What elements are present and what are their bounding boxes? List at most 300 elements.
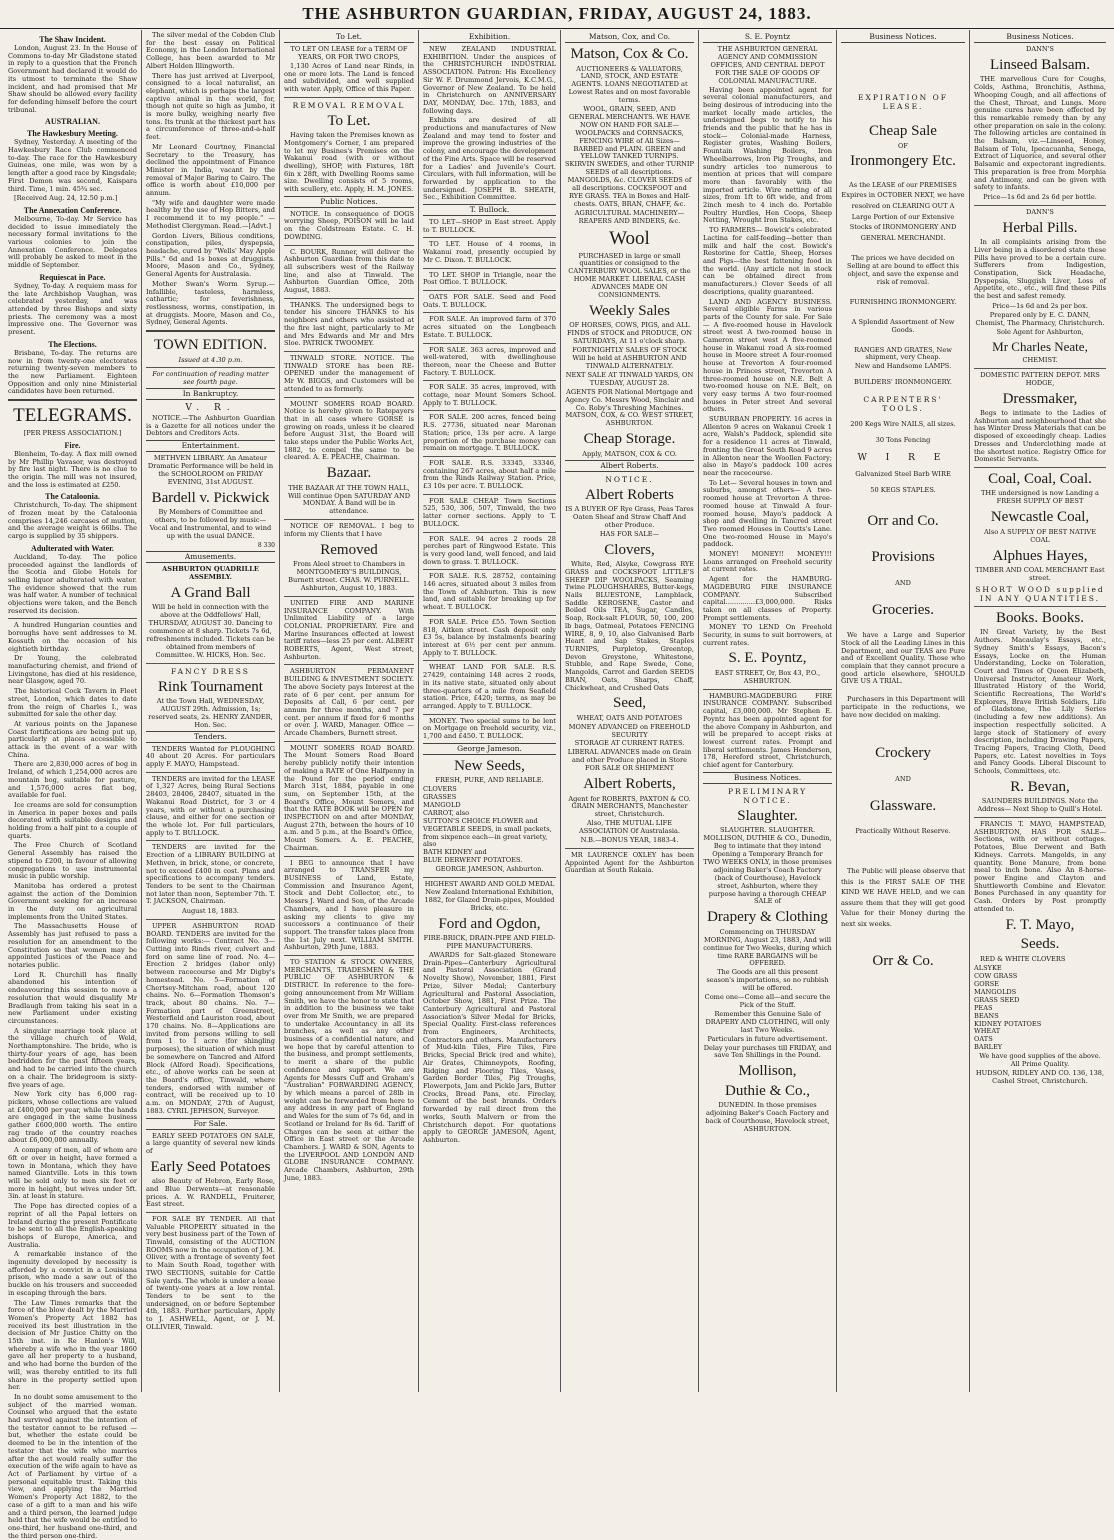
seed-list bbox=[423, 786, 556, 865]
ad-text: NOTICE. In consequence of DOGS worrying Sheep, POISON will be laid on the Coldstream Estate. C. H. DOWDING. bbox=[284, 209, 414, 241]
divider bbox=[423, 237, 556, 238]
article-text: A remarkable instance of the ingenuity developed by necessity is afforded by a convict in a Louisiana prison, who made a saw out of the buckle on his trousers and succeeded in escaping through the bars. bbox=[8, 1250, 137, 1297]
ad-text: TO LET ON LEASE for a TERM OF YEARS, OR FOR TWO CROPS, bbox=[290, 45, 408, 61]
ad-title: Books. Books. bbox=[996, 609, 1084, 626]
divider bbox=[423, 569, 556, 570]
divider bbox=[284, 856, 414, 857]
ad-text: Agent for ROBERTS, PAXTON & CO. GRAIN MERCHANTS, Manchester street, Christchurch. bbox=[568, 794, 691, 819]
column-3 bbox=[280, 30, 419, 1392]
ad-title: Provisions bbox=[871, 549, 935, 566]
ad-text: Having been appointed agent for several colonial manufacturers, and being desirous of introducing into the market locally made articles, the undersigned begs to notify to his friends and the public that he has in stock— Colonial-made Harness, Register grates, Washing Boilers, Fountain Washing Boilers, Iron Wheelbarrows, Iron Pig Troughs, and sundry articles too numerous to mention at prices that will compare more than favorably with the imported article. Wire netting of all sizes, from 1ft to 6ft wide, and from 2inch mesh to 4 inch do. Portable Poultry Hurdles, Hen Coops, Sheep Netting, Wrought Iron Stakes, etc. bbox=[703, 85, 832, 225]
ad-text: SHORT WOOD supplied IN ANY QUANTITIES. bbox=[975, 584, 1105, 603]
article-text: Sydney, Yesterday. A meeting of the Hawkesbury Race Club commenced to-day. The race for the Hawkesbury Guineas, one mile, was won by a length after a good race by Kingsdale; First Demon was second, Kaispara third. Time, 1 min. 45¾ sec. bbox=[8, 138, 137, 193]
article-text: Mother Swan's Worm Syrup.—Infallible, tasteless, harmless, cathartic; for feverishness, restlessness, worms, constipation, in at druggists. Moore, Mason and Co., Sydney, General Agents. bbox=[146, 279, 275, 327]
ad-text: Price—1s 6d and 2s 6d per bottle. bbox=[983, 192, 1097, 201]
list-item: BARLEY bbox=[974, 1043, 1003, 1052]
divider bbox=[423, 532, 556, 533]
list-item: CARROT, also bbox=[423, 808, 470, 817]
ad-title: Wool bbox=[609, 227, 650, 249]
ad-title: Mollison, bbox=[738, 1063, 797, 1080]
ad-text: FOR SALE. An improved farm of 370 acres situated on the Longbeach Estate. T. BULLOCK. bbox=[423, 315, 556, 339]
ad-text: MOUNT SOMERS ROAD BOARD. The Mount Somers Road Board hereby publicly notify their intention of making a RATE of One Halfpenny in the Pound for the period ending March 31st, 1884, payable in one sum, on September 15th, at the Board's Office, Mount Somers, and that the RATE BOOK will be OPEN for INSPECTION on and after MONDAY, August 27th, between the hours of 10 a.m. and 5 p.m., at the Board's Office, Mount Somers. A. E. PEACHE, Chairman. bbox=[284, 743, 414, 852]
ad-text: NOTICE OF REMOVAL. I beg to inform my Clients that I have bbox=[284, 522, 414, 538]
masthead bbox=[0, 0, 1114, 29]
ad-title: Rink Tournament bbox=[158, 678, 263, 695]
ad-text: THE BAZAAR AT THE TOWN HALL, Will continue Open SATURDAY AND MONDAY. A Band will be in attendance. bbox=[288, 483, 410, 516]
divider bbox=[8, 618, 137, 619]
ad-text: TO STATION & STOCK OWNERS, MERCHANTS, TRADESMEN & THE PUBLIC OF ASHBURTON & DISTRICT. In reference to the fore-going announcement from Mr William Smith, we have the honor to state that in addition to the business we take over from Mr Smith, we are prepared to undertake Accountancy in all its branches, as well as any other business of a confidential nature, and we hope that by careful attention to the business, and prompt settlements, to merit a share of the public confidence and support. We are Agents for Messrs Cuff and Graham's "Australian" FORWARDING AGENCY, by which means a parcel of 28lb in weight can be forwarded from here to any address in any part of England and Wales for the sum of 7s 6d, and in Scotland or Ireland for 8s 6d. Tariff of Charges can be seen at either the Office in East street or the Arcade Chambers. J. WARD & SON, Agents to the LIVERPOOL AND LONDON AND GLOBE INSURANCE COMPANY. Arcade Chambers, Ashburton, 29th June, 1883. bbox=[284, 958, 414, 1182]
article-text: London, August 23. In the House of Commons to-day Mr Gladstone stated in reply to a question that the French Government had declared it would do its utmost to terminate the Shaw incident, and had promised that Mr Shaw should be allowed every facility for defending himself before the court tribunal. bbox=[8, 44, 137, 114]
ad-text: FOR SALE. 363 acres, improved and well-watered, with dwellinghouse thereon, near the Cheese and Butter Factory. T. BULLOCK. bbox=[423, 345, 556, 377]
list-item: SUTTON'S CHOICE FLOWER and VEGETABLE SEEDS, in small packets, from sixpence each—in great variety, also bbox=[423, 816, 552, 849]
list-item: BEANS bbox=[974, 1011, 999, 1020]
section-header: For Sale. bbox=[146, 1118, 275, 1130]
divider bbox=[284, 245, 414, 246]
ad-text: Prepared only by E. C. DANN, Chemist, The Pharmacy, Christchurch. bbox=[975, 310, 1105, 327]
list-item: GRASSES bbox=[423, 793, 457, 802]
ad-title: Bazaar. bbox=[326, 465, 372, 482]
ad-text: STORAGE AT CURRENT RATES. bbox=[574, 739, 685, 748]
column-7 bbox=[837, 30, 970, 1392]
ad-text: FOR SALE. 35 acres, improved, with cottage, near Mount Somers School. Apply to T. BULLOCK. bbox=[423, 383, 556, 407]
ad-text: 30 Tons Fencing bbox=[875, 436, 931, 445]
ad-text: SLAUGHTER. SLAUGHTER. MOLLISON, DUTHIE & CO., Dunedin, Beg to intimate that they intend Opening a Temporary Branch for TWO WEEKS ONLY, in those premises adjoining Baker's Coach Factory (back of Courthouse), Havelock street, Ashburton, where they purpose having a thorough CHEAP SALE of bbox=[703, 826, 832, 906]
ad-text: also Beauty of Hebron, Early Rose, and Blue Derwents—at reasonable prices. A. W. RANDELL, Fruiterer, East street. bbox=[146, 1177, 275, 1209]
ad-title: A Grand Ball bbox=[170, 584, 251, 601]
headline: The Hawkesbury Meeting. bbox=[27, 129, 118, 139]
ad-text: FOR SALE. Price £55. Town Section 818, Aitken street. Cash deposit only £3 5s, balance by instalments bearing interest at 6½ per cent per annum. Apply to T. BULLOCK. bbox=[423, 617, 556, 657]
list-item: WHEAT bbox=[974, 1027, 1001, 1036]
divider bbox=[423, 268, 556, 269]
section-header: George Jameson. bbox=[423, 743, 556, 755]
section-header: Exhibition. bbox=[423, 32, 556, 43]
ad-text: Galvanized Steel Barb WIRE bbox=[855, 469, 951, 478]
ad-text: IS A BUYER OF Rye Grass, Peas Tares Oaten Sheaf and Straw Chaff And other Produce. bbox=[565, 505, 694, 529]
article-text: [Received Aug. 24, 12.50 p.m.] bbox=[14, 194, 118, 203]
ad-text: NOTICE.—The Ashburton Guardian is a Gazette for all notices under the Debtors and Creditors Acts. bbox=[146, 414, 275, 438]
ad-text: N.B.—BONUS YEAR, 1883-4. bbox=[580, 836, 679, 845]
ad-title: Early Seed Potatoes bbox=[150, 1158, 271, 1175]
list-item: OATS bbox=[974, 1035, 993, 1044]
column-6 bbox=[699, 30, 837, 1392]
article-text: The Pope has directed copies of a reprint of all the Papal letters on Ireland during the present Pontificate to be sent to all the English-speaking bishops of Europe, America, and Australia. bbox=[8, 1202, 137, 1249]
divider bbox=[146, 919, 275, 920]
ad-text: The Public will please observe that this is the FIRST SALE OF THE KIND WE HAVE HELD, and we can assure them that they will get good Value for their Money during the next six weeks. bbox=[841, 867, 965, 928]
section-header: Business Notices. bbox=[974, 32, 1106, 43]
ad-title: Dressmaker, bbox=[1002, 390, 1078, 407]
ad-text: A Splendid Assortment of New Goods. bbox=[851, 317, 955, 334]
ad-text: SUBURBAN PROPERTY. 16 acres in Allenton 9 acres on Wakanui Creek 1 acre, Walsh's Paddock, splendid site for a residence 11 acres at Tinwald, fronting the Great South Road 9 acres in Allenton near the Woollen Factory; also in Mayo's paddock 100 acres near the racecourse. bbox=[703, 415, 832, 477]
divider bbox=[423, 380, 556, 381]
ad-title: New Seeds, bbox=[454, 757, 525, 774]
ad-text: EARLY SEED POTATOES ON SALE, a large quantity of several new kinds of bbox=[146, 1131, 275, 1155]
ad-text: White, Red, Alsyke, Cowgrass RYE GRASS and COCKSFOOT LITTLE'S SHEEP DIP WOOLPACKS, Seaming Twine PLOUGHSHARES, Butter-kegs, Nails BLUESTONE, Lampblack, Saddle KEROSENE, Castor and Boiled Oils TEA, Sugar, Candles, Soap, Rock-salt FLOUR, 50, 100, 200 lb bags, Oatmeal, Potatoes FENCING WIRE, 8, 9, 10, also Galvanised Barb Heart and Sap Stakes, Staples TURNIPS, Purpletop, Greentop, Devon Greystone, Whitestone, Stubble, and Rape Swede, Cone, Mangolds, Carrot and Garden SEEDS BRAN, Oats, Sharps, Chaff, Chickwheat, and Crushed Oats bbox=[565, 560, 694, 692]
ad-text: I BEG to announce that I have arranged to TRANSFER my BUSINESS of Land, Estate, Commission and Insurance Agent, Stock and Debt Collector, etc., to Messrs J. Ward and Son, of the Arcade Chambers, and I have pleasure in asking my clients to give my successors a continuance of their support. The transfer takes place from the 1st July next. WILLIAM SMITH. Ashburton, 29th June, 1883. bbox=[284, 858, 414, 952]
ad-title: Orr & Co. bbox=[872, 953, 934, 970]
ad-text: FOR SALE CHEAP. Town Sections 525, 530, 306, 507, Tinwald, the two latter corner sections. Apply to T. BULLOCK. bbox=[423, 496, 556, 528]
divider bbox=[423, 494, 556, 495]
column-8 bbox=[970, 30, 1110, 1392]
ad-text: FRANCIS T. MAYO, HAMPSTEAD, ASHBURTON, HAS FOR SALE— Sections, with or without cottages. Potatoes, Blue Derwent and Bath Kidneys. Carrots. Mangolds, in any quantity. Bone Manure, from bone meal to inch bone. Also An 8-horse-power Engine and Clayton and Shuttleworth Combine and Elevator. Bones Purchased in any quantity for Cash. Orders by Post promptly attended to. bbox=[974, 820, 1106, 913]
ad-title: Ironmongery Etc. bbox=[850, 153, 956, 170]
ad-title: Bardell v. Pickwick bbox=[151, 489, 270, 506]
ad-text: At the Town Hall, WEDNESDAY, AUGUST 29th. Admission, 1s; reserved seats, 2s. HENRY ZANDER, Hon. Sec. bbox=[148, 697, 273, 729]
ad-text: WHEAT, OATS AND POTATOES bbox=[576, 713, 683, 722]
divider bbox=[423, 312, 556, 313]
divider bbox=[284, 298, 414, 299]
ad-text: From Aleel street to Chambers in MONTGOMERY'S BUILDINGS, Burnett street. CHAS. W. PURNELL. Ashburton, August 10, 1883. bbox=[288, 560, 410, 592]
ad-text: FOR SALE. R.S. 28752, containing 146 acres, situated about 3 miles from the Town of Ashburton. This is new land, and suitable for breaking up for wheat. T. BULLOCK. bbox=[423, 572, 556, 612]
ad-text: TENDERS are invited for the LEASE of 1,327 Acres, being Rural Sections 28403, 28406, 28407, situated in the Wakanui Road District, for 3 or 4 years, with or without a purchasing clause, and either for one section or the whole lot. For full particulars, apply to T. BULLOCK. bbox=[146, 774, 275, 837]
headline: The Annexation Conference. bbox=[23, 205, 122, 215]
royal-cipher: V. R. bbox=[185, 403, 236, 414]
divider bbox=[284, 519, 414, 520]
ad-title: Cheap Sale bbox=[869, 123, 937, 139]
ad-text: FOR SALE. 200 acres, fenced being R.S. 27736, situated near Maronan Station; price, 13s per acre. A large proportion of the purchase money can remain on mortgage. T. BULLOCK. bbox=[423, 413, 556, 453]
ad-text: DANN'S bbox=[1026, 207, 1054, 216]
ad-text: TO FARMERS— Bowick's celebrated Lactina for calf-feeding—better than milk and half the cost. Bowick's Restorine for Cattle, Sheep, Horses and Pigs—the best fattening food in the world. (Any article not in stock can be obtained direct from manufacturers.) Clover Seeds of all descriptions, quality guaranteed. bbox=[703, 226, 832, 296]
article-text: A singular marriage took place at the village church of Weld, Northamptonshire. The bride, who is thirty-four years of age, has been bedridden for the past fifteen years, and had to be carried into the church on a chair. The bridegroom is sixty-five years of age. bbox=[8, 1026, 137, 1089]
section-header: Amusements. bbox=[146, 551, 275, 563]
ad-text: LIBERAL ADVANCES made on Grain and other Produce placed in Store FOR SALE OR SHIPMENT bbox=[567, 748, 692, 773]
ad-text: AND bbox=[895, 578, 911, 587]
ad-text: ASHBURTON PERMANENT BUILDING & INVESTMENT SOCIETY. The above Society pays Interest at the rate of 6 per cent. per annum for Deposits at Call, 6 per cent. per annum for three months, and 7 per cent. per annum if fixed for 6 months or over. J. WARD, Manager. Office — Arcade Chambers, Burnett street. bbox=[284, 667, 414, 738]
ad-title: Drapery & Clothing bbox=[707, 909, 828, 926]
ad-title: Weekly Sales bbox=[589, 302, 670, 319]
ad-title: Seeds. bbox=[1020, 936, 1060, 952]
divider bbox=[284, 397, 414, 398]
article-text: "My wife and daughter were made healthy by the use of Hop Bitters, and I recommend it to my people." — Methodist Clergyman. Read.—[Advt.] bbox=[146, 198, 275, 230]
ad-text: In all complaints arising from the Liver being in a disordered state these Pills have proved to be a certain cure. Sufferers from Indigestion, Constipation, Sick Headache, Dyspepsia, Sluggish Liver, Loss of Appetite, etc., etc., will find these Pills the best and safest remedy. bbox=[974, 238, 1106, 301]
ad-text: As the LEASE of our PREMISES Expires in OCTOBER NEXT, we have resolved on CLEARING OUT A Large Portion of our Extensive Stocks of IRONMONGERY AND GENERAL MERCHANDI. bbox=[841, 180, 965, 242]
ad-text: Purchasers in this Department will participate in the reductions, we have now decided on making. bbox=[841, 695, 965, 719]
ad-text: TINWALD STORE. NOTICE. The TINWALD STORE has been RE-OPENED under the management of Mr W. BIGGS, and Customers will be attended to as formerly. bbox=[284, 354, 414, 393]
ad-text: Agent for the HAMBURG-MAGDEBURG FIRE INSURANCE COMPANY. Subscribed capital..............£3,000,000. Risks taken on all classes of Property. Prompt settlements. bbox=[703, 575, 832, 622]
divider bbox=[146, 1212, 275, 1213]
ad-text: 50 KEGS STAPLES. bbox=[870, 485, 936, 494]
ad-text: DUNEDIN. In those premises adjoining Baker's Coach Factory and back of Courthouse, Havelock street, ASHBURTON. bbox=[705, 1101, 830, 1134]
ad-text: DOMESTIC PATTERN DEPOT. MRS HODGE, bbox=[980, 370, 1100, 387]
ad-text: Begs to intimate to the Ladies of Ashburton and neighbourhood that she has Winter Dress Materials that can be disposed of exceedingly cheap. Ladies Dresses and Underclothing made at the shortest notice. Registry Office for Domestic Servants. bbox=[974, 409, 1106, 464]
headline: The Elections. bbox=[48, 339, 97, 349]
continuation-note: For continuation of reading matter see fourth page. bbox=[152, 370, 269, 387]
article-text: There has just arrived at Liverpool, consigned to a local naturalist, an elephant, which is perhaps the largest captive animal in the world, for, though not quite so high as Jumbo, it is more bulky, weighing nearly five tons. Its trunk at the thickest part has a circumference of three-and-a-half feet. bbox=[146, 71, 275, 142]
ad-text: MONEY TO LEND On Freehold Security, in sums to suit borrowers, at current rates. bbox=[703, 623, 832, 647]
ad-text: New and Handsome LAMPS. bbox=[854, 362, 952, 371]
seed-list bbox=[974, 965, 1106, 1052]
ad-text: THE undersigned is now Landing a FRESH SUPPLY OF BEST bbox=[981, 489, 1099, 506]
article-text: A hundred Hungarian counties and boroughs have sent addresses to M. Kossuth on the occasion of his eightieth birthday. bbox=[8, 621, 137, 653]
article-text: Blenheim, To-day. A flax mill owned by Mr Phillip Vavasor, was destroyed by fire last night. There is no clue to the origin. The mill was not insured, and the loss is estimated at £250. bbox=[8, 449, 137, 489]
article-text: The Law Times remarks that the force of the blow dealt by the Married Women's Property Act 1882 has received its best illustration in the decision of Mr Justice Chitty on the 15th inst. in Re Hanlon's Will, whereby a wife who in the year 1860 gave all her property to a husband, and who had borne the burden of the will, was thereby entitled to its full share in the property settled upon her. bbox=[8, 1298, 137, 1392]
divider bbox=[8, 399, 137, 403]
ad-text: August 18, 1883. bbox=[181, 907, 240, 916]
ad-text: TENDERS are invited for the Erection of a LIBRARY BUILDING at Methven, in brick, stone, or concrete, not to exceed £400 in cost. Plans and specifications to accompany tenders. Tenders to be sent to the Chairman not later than noon, September 7th. T. T. JACKSON, Chairman. bbox=[146, 843, 275, 906]
ad-title: Removed bbox=[320, 541, 378, 558]
ad-text: C. BOURK, Runner, will deliver the Ashburton Guardian from this date to all subscribers west of the Railway line, and also at Tinwald. The Ashburton Guardian Office, 20th August, 1883. bbox=[284, 247, 414, 295]
divider bbox=[423, 456, 556, 457]
divider bbox=[423, 660, 556, 661]
ad-text: Come one—Come all—and secure the Pick of the Stuff. bbox=[704, 993, 831, 1010]
ad-text: AGRICULTURAL MACHINERY—REAPERS AND BINDERS, &c. bbox=[574, 208, 685, 225]
ad-text: THANKS. The undersigned begs to tender his sincere THANKS to his neighbors and others who assisted at the fire last night, particularly to Mr and Mrs Edwards and Mr and Mrs Sloe. PATRICK TWOOMEY. bbox=[284, 300, 414, 348]
ad-text: HIGHEST AWARD AND GOLD MEDAL New Zealand International Exhibition, 1882, for Glazed Drain-pipes, Moulded Bricks, etc. bbox=[424, 880, 555, 912]
ad-text: EXPIRATION OF LEASE. bbox=[858, 93, 948, 111]
ad-text: Commencing on THURSDAY MORNING, August 23, 1883, And will continue for Two Weeks, during which time RARE BARGAINS will be OFFERED. bbox=[703, 927, 832, 968]
article-text: The historical Cock Tavern in Fleet street, London, which dates to date from the reign of Charles I., was submitted for sale the other day. bbox=[8, 687, 137, 719]
column-5 bbox=[561, 30, 699, 1392]
list-item: KIDNEY POTATOES bbox=[974, 1019, 1042, 1028]
divider bbox=[146, 840, 275, 841]
ad-text: HUDSON, RIDLEY AND CO. 136, 138, Cashel Street, Christchurch. bbox=[975, 1068, 1105, 1085]
section-header: Public Notices. bbox=[284, 196, 414, 208]
list-item: ALSYKE bbox=[974, 964, 1002, 973]
ad-text: 1,130 Acres of Land near Rinds, in one or more lots. The Land is fenced and subdivided, and well supplied with water. Apply, Office of this Paper. bbox=[284, 61, 414, 93]
divider bbox=[974, 606, 1106, 607]
ad-text: The prices we have decided on Selling at are bound to effect this object, and save the expense and risk of removal. bbox=[846, 254, 960, 286]
section-header: Albert Roberts. bbox=[565, 460, 694, 472]
divider bbox=[284, 351, 414, 352]
ad-text: CARPENTERS' TOOLS. bbox=[863, 395, 943, 414]
ad-title: Orr and Co. bbox=[867, 512, 939, 529]
headline: Fire. bbox=[64, 440, 81, 450]
ad-text: UPPER ASHBURTON ROAD BOARD. TENDERS are invited for the following works:— Contract No. 3—Cutting into Rinds river, culvert and ford on same line of road. No. 4—Erection 2 bridges (labor only) between racecourse and Mr Digby's homestead. No. 5—Formation of Chertsey-Mitcham road, about 120 chains. No. 6—Formation Thomson's track, about 80 chains. No. 7—Formation part of Greenstreet, Westerfield and Lauriston road, about 170 chains. No. 8—Applications are invited from persons willing to sell from 1 to 1 acre (for shingling purposes), the situation of which must be somewhere on Tancred and Alford Block (Alford Road). Specifications, etc., of above works can be seen at the Board's office, Tinwald, where tenders, endorsed with number of contract, will be received up to 10 a.m. on MONDAY, 27th of August, 1883. CYRIL JEPHSON, Surveyor. bbox=[146, 921, 275, 1115]
ad-text: MR LAURENCE OXLEY has been Appointed Agent for the Ashburton Guardian at South Rakaia. bbox=[565, 851, 694, 875]
ad-text: AGENTS FOR National Mortgage and Agency Co. Messrs Wood, Sinclair and Co. Roby's Threshing Machines. MATSON, COX, & CO. WEST STREET, ASHBURTON. bbox=[565, 387, 694, 428]
article-text: Ice creams are sold for consumption in America in paper boxes and pails decorated with suitable designs and holding from a half pint to a couple of quarts. bbox=[8, 800, 137, 840]
ad-title: R. Bevan, bbox=[1010, 778, 1070, 795]
article-text: New York city has 6,000 rag-pickers, whose collections are valued at £400,000 per year, while the hands are engaged in the same business gather £600,000 worth. The entire rag trade of the country reaches about £6,000,000 annually. bbox=[8, 1090, 137, 1145]
article-text: At various points on the Japanese Coast fortifications are being put up, particularly at places accessible to attack in the event of a war with China. bbox=[8, 719, 137, 759]
ad-text: RANGES AND GRATES, New shipment, very Cheap. bbox=[854, 345, 952, 362]
divider bbox=[146, 330, 275, 334]
divider bbox=[423, 877, 556, 878]
article-text: The silver medal of the Cobden Club for the best essay on Political Economy, in the London International College, has been awarded to Mr Albert Holden Illingworth. bbox=[146, 31, 275, 70]
ad-text: FORTNIGHTLY SALES OF STOCK Will be held at ASHBURTON AND TINWALD ALTERNATELY. bbox=[572, 346, 687, 370]
headline: Adulterated with Water. bbox=[31, 543, 114, 553]
ad-title: Cheap Storage. bbox=[583, 431, 676, 448]
section-header: S. E. Poyntz bbox=[703, 32, 832, 43]
ad-text: Will be held in connection with the above at the Oddfellows' Hall, THURSDAY, AUGUST 30. Dancing to commence at 8 sharp. Tickets 7s 6d, refreshments included. Tickets can be obtained from members of Committee. W. HICKS, Hon. Sec. bbox=[146, 603, 275, 659]
ad-title: Herbal Pills. bbox=[1002, 219, 1078, 236]
list-item: MANGOLD bbox=[423, 800, 461, 809]
ad-title: F. T. Mayo, bbox=[1005, 916, 1075, 933]
ad-title: Glassware. bbox=[869, 797, 937, 814]
ad-title: Crockery bbox=[875, 745, 931, 762]
article-text: There are 2,830,000 acres of bog in Ireland, of which 1,254,000 acres are mountain bog, suitable for pasture, and 1,576,000 acres flat bog, available for fuel. bbox=[8, 760, 137, 800]
ad-text: HAS FOR SALE— bbox=[599, 529, 660, 538]
column-1 bbox=[4, 30, 142, 1540]
ad-text: Price—1s 6d and 2s per box. bbox=[992, 301, 1088, 310]
ad-text: MONEY ADVANCED on FREEHOLD SECURITY bbox=[568, 722, 691, 739]
article-text: Manitoba has ordered a protest against the action of the Dominion Government seeking for an increase in the duty on agricultural implements from the United States. bbox=[8, 881, 137, 921]
ad-text: OATS FOR SALE. Seed and Feed Oats. T. BULLOCK. bbox=[423, 292, 556, 309]
section-header: T. Bullock. bbox=[423, 204, 556, 216]
divider bbox=[146, 663, 275, 664]
section-header: Entertainment. bbox=[146, 440, 275, 452]
ad-title: Albert Roberts bbox=[585, 486, 674, 503]
ad-text: FURNISHING IRONMONGERY. bbox=[849, 297, 957, 306]
ad-text: UNITED FIRE AND MARINE INSURANCE COMPANY. With Unlimited Liability of a large COLONIAL PROPRIETARY. Fire and Marine Insurances effected at lowest tariff rates—less 25 per cent. ALBERT ROBERTS, Agent, West street, Ashburton. bbox=[284, 598, 414, 661]
ad-text: OF HORSES, COWS, PIGS, and ALL FINDS of STOCK and PRODUCE, ON SATURDAYS, At 11 o'clock sharp. bbox=[566, 321, 693, 346]
ad-text: We have a Large and Superior Stock of all the Leading Lines in this Department, and our TEAS are Pure and of Excellent Quality. Those who complain that they cannot procure a good article elsewhere, SHOULD GIVE US A TRIAL. bbox=[841, 631, 965, 686]
article-text: The Massachusetts House of Assembly has just refused to pass a resolution for an amendment to the Constitution so that women may be appointed Justices of the Peace and notaries public. bbox=[8, 922, 137, 969]
ad-text: Practically Without Reserve. bbox=[855, 827, 951, 836]
headline: The Cataloonia. bbox=[45, 492, 100, 502]
divider bbox=[974, 205, 1106, 206]
article-text: Auckland, To-day. The police proceeded against the landlords of the Scotia and Globe Hotels for selling liquor adulterated with water. The evidence showed that the rum was half water. A number of technical objections were taken, and the Bench reserved its decision. bbox=[8, 552, 137, 615]
divider bbox=[974, 817, 1106, 818]
section-header: Business Notices. bbox=[703, 772, 832, 784]
press-note: [PER PRESS ASSOCIATION.] bbox=[23, 428, 122, 437]
list-item: COW GRASS bbox=[974, 972, 1018, 981]
ad-text: To Let— Several houses in town and suburbs, amongst others— A two-roomed house at Trevorton A three-roomed house at Tinwald A four-roomed house, Mayo's paddock A shop and dwelling in Tancred street Two roomed Houses in Coutts's Lane. One two-roomed House in Mayo's paddock. bbox=[703, 478, 832, 549]
ad-text: PURCHASED in large or small quantities or consigned to the CANTERBURY WOOL SALES, or the HOME MARKET. LIBERAL CASH ADVANCES MADE ON CONSIGNMENTS. bbox=[568, 251, 691, 300]
ad-text: Delay your purchases till FRIDAY, and save Ten Shillings in the Pound. bbox=[703, 1043, 832, 1060]
article-text: Brisbane, To-day. The returns are now in from twenty-one electorates returning twenty-seven members to the new Parliament. Eighteen Opposition and only nine Ministerial candidates have been returned. bbox=[8, 348, 137, 396]
ad-text: METHVEN LIBRARY. An Amateur Dramatic Performance will be held in the SCHOOLROOM on FRIDAY EVENING, 31st AUGUST. bbox=[147, 454, 274, 486]
ad-text: Particulars in future advertisement. bbox=[707, 1034, 828, 1043]
ad-text: TENDERS Wanted for PLOUGHING 40 about 20 Acres. For particulars apply F. MAYO, Hampstead. bbox=[146, 744, 275, 769]
ad-title: S. E. Poyntz, bbox=[728, 650, 807, 667]
ad-title: Seed, bbox=[613, 695, 646, 712]
divider bbox=[423, 714, 556, 715]
article-text: In no doubt some amusement to the subject of the married woman. Counsel who argued that the estate had survived against the intention of the testator cannot to be refused — but, whether the estate could be deemed to be in the intention of the testator that the wife who marries after the act would really suffer the execution of the wife again to have as Act of Parliament by virtue of a personal equitable trust. Taking this view, and applying the Married Women's Property Act 1882, to the case of a gift to a man and his wife and a third person, the learned judge held that the wife would be entitled to one-third, her husband one-third, and the third person one-third. bbox=[8, 1392, 137, 1540]
article-text: A company of men, all of whom are 6ft or over in height, have formed a town in Montana, which they have named Giantville. Lots in this town will be sold only to men six feet or more in height, but wives under 5ft. 3in. at least in stature. bbox=[8, 1146, 137, 1201]
divider bbox=[423, 343, 556, 344]
ad-title: Albert Roberts, bbox=[583, 776, 676, 793]
ad-text: NEW ZEALAND INDUSTRIAL EXHIBITION. Under the auspices of the CHRISTCHURCH INDUSTRIAL ASSOCIATION. Patron: His Excellency Sir W. F. Drummond Jervois, K.C.M.G., Governor of New Zealand. To be held in Christchurch on ANNIVERSARY DAY, MONDAY, Dec. 17th, 1883, and following days. bbox=[423, 45, 556, 115]
divider bbox=[974, 467, 1106, 468]
divider bbox=[284, 955, 414, 956]
ad-text: MOUNT SOMERS ROAD BOARD. Notice is hereby given to Ratepayers that in all cases where GORSE is growing on roads, unless it be cleared before August 31st, the Board will take steps under the Public Works Act, 1882, to compel the same to be cleared. A. E. PEACHE, Chairman. bbox=[284, 399, 415, 462]
divider bbox=[284, 664, 414, 665]
section-header: Business Notices. bbox=[841, 32, 965, 43]
ad-text: TO LET—SHOP in East street. Apply to T. BULLOCK. bbox=[423, 218, 556, 234]
ad-ref: 8 330 bbox=[257, 541, 275, 549]
ad-text: FOR SALE. R.S. 33345, 33346, containing 267 acres, about half a mile from the Rinds Railway Station. Price, £3 10s per acre. T. BULLOCK. bbox=[423, 458, 556, 491]
ad-text: TO LET. House of 4 rooms, in Wakanui road, presently occupied by Mr C. Dixon. T. BULLOCK. bbox=[423, 240, 556, 264]
ad-text: Having taken the Premises known as Montgomery's Corner, I am prepared to let my Busines's Premises on the Wakanui road (with or without dwelling), SHOP, with Fixtures, 18ft 6in x 28ft, with Dwelling Rooms same size. Dwelling consists of 5 rooms, with scullery, etc. Apply, H. M. JONES. bbox=[284, 131, 414, 194]
ad-text: SAUNDERS BUILDINGS. Note the Address— Next Shop to Quill's Hotel. bbox=[977, 797, 1103, 814]
ad-text: AND bbox=[895, 774, 911, 783]
section-header: To Let. bbox=[284, 32, 414, 43]
divider bbox=[974, 368, 1106, 369]
ad-text: Exhibits are desired of all productions and manufactures of New Zealand and may tend to foster and improve the growing industries of the colony, and encourage the development of the Fine Arts. Space will be reserved for a Ladies' and Juvenile's Court. Circulars, with full information, will be forwarded by application to the undersigned. JOSEPH B. SHEATH, Sec., Exhibition Committee. bbox=[423, 116, 556, 202]
ad-text: CHEMIST. bbox=[1022, 355, 1058, 364]
ad-title: Alphues Hayes, bbox=[992, 547, 1088, 564]
article-text: Christchurch, To-day. The shipment of frozen meat by the Cataloonia comprises 14,246 carcases of mutton, and the average weight is 66lbs. The cargo is supplied by 35 shippers. bbox=[8, 501, 137, 541]
article-text: Melbourne, To-day. Mr Service has decided to issue immediately the necessary formal invitations to the various colonies to join the Annexation Conference. Delegates will probably be asked to meet in the middle of September. bbox=[8, 214, 137, 270]
divider bbox=[703, 689, 832, 690]
ad-text: Also, THE MUTUAL LIFE ASSOCIATION Of Australasia. bbox=[578, 819, 681, 836]
ad-text: Remember this Genuine Sale of DRAPERY AND CLOTHING, will only last Two Weeks. bbox=[705, 1009, 830, 1034]
ad-text: MONEY! MONEY!! MONEY!!! Loans arranged on Freehold security at current rates. bbox=[703, 550, 832, 574]
article-text: Sydney, To-day. A requiem mass for the late Archbishop Vaughan, was celebrated yesterday, and was attended by three Bishops and sixty priests. The ceremony was a most impressive one. The Governor was present. bbox=[8, 281, 137, 337]
ad-text: FOR SALE BY TENDER. All that Valuable PROPERTY situated in the very best business part of the Town of Tinwald, consisting of the AUCTION ROOMS now in the occupation of J. M. Oliver, with a frontage of seventy feet to Main South Road, together with TWO SECTIONS, suitable for Cattle Sale yards. The whole is under a lease of twenty-one years at a low rental. Tenders to be sent to the undersigned, on or before September 4th, 1883. Further particulars, Apply to J. ASHWELL, Agent, or J. M. OLLIVIER, Tinwald. bbox=[146, 1214, 275, 1331]
ad-text: MONEY. Two special sums to be lent on Mortgage on freehold security, viz., 1,700 and £450. T. BULLOCK. bbox=[423, 716, 556, 741]
article-text: Mr Leonard Courtney, Financial Secretary to the Treasury, has declined the appointment of Finance Minister in India, vacant by the removal of Major Baring to Cairo. The office is worth about £10,000 per annum. bbox=[146, 142, 275, 198]
article-text: Dr Young, the celebrated manufacturing chemist, and friend of Livingstone, has died at his residence, near Glasgow, aged 70. bbox=[8, 654, 137, 686]
ad-text: EAST STREET, Or, Box 43, P.O., ASHBURTON. bbox=[714, 668, 821, 685]
ad-title: Duthie & Co., bbox=[725, 1082, 810, 1099]
ad-title: To Let. bbox=[327, 112, 371, 129]
divider bbox=[423, 290, 556, 291]
list-item: BATH KIDNEY and bbox=[423, 848, 487, 857]
divider bbox=[284, 97, 414, 98]
list-item: PEAS bbox=[974, 1003, 993, 1012]
ad-text: NOTICE. bbox=[605, 474, 654, 484]
ad-text: 200 Kegs Wire NAILS, all sizes. bbox=[850, 420, 956, 429]
list-item: GORSE bbox=[974, 980, 999, 989]
divider bbox=[423, 615, 556, 616]
list-item: MANGOLDS bbox=[974, 987, 1017, 996]
edition-title: TOWN EDITION. bbox=[153, 337, 268, 354]
ad-text: THE ASHBURTON GENERAL AGENCY AND COMMISSION OFFICES, AND CENTRAL DEPOT FOR THE SALE OF GOODS OF COLONIAL MANUFACTURE. bbox=[710, 45, 825, 85]
ad-text: RED & WHITE CLOVERS bbox=[980, 954, 1066, 963]
ad-text: The Goods are all this present season's importations, so no rubbish will be offered. bbox=[706, 968, 829, 993]
list-item: BLUE DERWENT POTATOES. bbox=[423, 856, 523, 865]
ad-text: DANN'S bbox=[1026, 45, 1054, 53]
ad-text: LAND AND AGENCY BUSINESS. Several eligible Farms in various parts of the County for sale. For Sale— A five-roomed house in Havelock street west A two-roomed house in Cameron street west A five-roomed house in Wakanui road A six-roomed house in Moore street A four-roomed house at Trevorton A four-roomed house in Princes street, Trevorton A three-roomed house on N.E. Belt A two-roomed house on N.E. Belt, on very easy terms A two four-roomed houses in Peter street And several others. bbox=[703, 297, 832, 414]
divider bbox=[284, 741, 414, 742]
ad-text: THE marvellous Cure for Coughs, Colds, Asthma, Bronchitis, Asthma, Whooping Cough, and all affections of the Chest, Throat, and Lungs. More genuine cures have been effected by this remarkable remedy than by any other preparation on sale in the colony. The following articles are contained in the Balsam, viz.—Linseed, Honey, Balsam of Tolu, Ipecacuanha, Senega, Extract of Liquorice, and several other Balsamic and expectorant ingredients. This preparation is free from Morphia and Antimony, and can be given with safety to infants. bbox=[974, 75, 1106, 192]
list-item: CLOVERS bbox=[423, 785, 457, 794]
ad-text: We have good supplies of the above. All Prime Quality. bbox=[979, 1052, 1101, 1069]
divider bbox=[146, 367, 275, 368]
ad-text: Also A SUPPLY OF BEST NATIVE COAL bbox=[983, 527, 1097, 544]
ad-text: IN Great Variety, by the Best Authors. Macaulay's Essays, etc., Sydney Smith's Essays, Bacon's Essays, Locke on the Human Understanding, Locke on Toleration, Court and Times of Queen Elizabeth, Universal Instructor, Amateur Work, Illustrated History of the World, Scientific Recreations, The World's Explorers, Brave British Soldiers, Life of Gladstone, The Lily Series (including a few new additions). An inspection respectfully solicited. A large stock of Stationery of every description, including Drawing Papers, Tracing Papers, Tracing Cloth, Deed Papers, etc. Latest novelties in Toys and Fancy Goods. Liberal Discount to Schools, Committees, etc. bbox=[974, 628, 1106, 776]
edition-time: Issued at 4.30 p.m. bbox=[178, 355, 243, 364]
ad-text: WHEAT LAND FOR SALE. R.S. 27429, containing 148 acres 2 roods, in its native state, situated only about three-quarters of a mile from Seafield station. Price, £420; terms, as may be arranged. Apply to T. BULLOCK. bbox=[423, 663, 556, 710]
ad-title: Groceries. bbox=[871, 601, 935, 618]
ad-text: PRELIMINARY NOTICE. bbox=[727, 786, 808, 805]
ad-text: AUCTIONEERS & VALUATORS, LAND, STOCK, AND ESTATE AGENTS. LOANS NEGOTIATED at Lowest Rates and on most favorable terms. bbox=[568, 64, 691, 105]
ad-title: Linseed Balsam. bbox=[990, 56, 1090, 73]
masthead-title: THE ASHBURTON GUARDIAN, FRIDAY, AUGUST 24, 1883. bbox=[302, 4, 812, 23]
columns bbox=[4, 30, 1110, 1540]
ad-text: W I R E bbox=[857, 452, 949, 463]
list-item: GRASS SEED bbox=[974, 995, 1020, 1004]
divider bbox=[565, 848, 694, 849]
ad-title: Slaughter. bbox=[737, 807, 798, 824]
divider bbox=[284, 596, 414, 597]
column-4 bbox=[419, 30, 561, 1392]
section-header: Tenders. bbox=[146, 731, 275, 743]
article-text: Lord R. Churchill has finally abandoned his intention of endeavouring this session to move a resolution that would disqualify Mr Bradlaugh from taking his seat in a new Parliament under existing circumstances. bbox=[8, 970, 137, 1025]
section-header: Matson, Cox, and Co. bbox=[565, 32, 694, 43]
ad-text: Apply, MATSON, COX & CO. bbox=[582, 449, 677, 458]
ad-title: Newcastle Coal, bbox=[990, 509, 1090, 526]
ad-text: BUILDERS' IRONMONGERY. bbox=[854, 378, 952, 387]
ad-text: NEXT SALE AT TINWALD YARDS, ON TUESDAY, AUGUST 28. bbox=[565, 370, 694, 387]
ad-text: By Members of Committee and others, to be followed by music—Vocal and Instrumental, and to wind up with the usual DANCE. bbox=[149, 508, 272, 540]
ad-text: TO LET. SHOP in Triangle, near the Post Office. T. BULLOCK. bbox=[423, 270, 556, 287]
ad-title: Matson, Cox & Co. bbox=[570, 46, 689, 62]
ad-text: FANCY DRESS bbox=[171, 666, 250, 676]
ad-title: Ford and Ogdon, bbox=[438, 915, 541, 932]
article-text: Gordon Livers, Bilious conditions, constipation, piles, dyspepsia, headache, cured by "Wells' May Apple Pills." 6d and 1s boxes at druggists. Moore, Mason and Co., Sydney, General Agents for Australasia. bbox=[146, 231, 275, 279]
section-header: In Bankruptcy. bbox=[146, 388, 275, 400]
ad-text: FRESH, PURE, AND RELIABLE. bbox=[435, 776, 544, 785]
ad-text: Sole Agent for Ashburton, bbox=[996, 327, 1084, 336]
divider bbox=[146, 772, 275, 773]
ad-text: FOR SALE. 94 acres 2 roods 28 perches part of Ringwood Estate. This is very good land, well fenced, and laid down to grass. T. BULLOCK. bbox=[423, 534, 556, 566]
section-title: TELEGRAMS. bbox=[13, 405, 132, 427]
ad-text: GEORGE JAMESON, Ashburton. bbox=[435, 865, 544, 874]
headline: The Shaw Incident. bbox=[39, 35, 106, 44]
ad-title: Mr Charles Neate, bbox=[992, 338, 1088, 354]
